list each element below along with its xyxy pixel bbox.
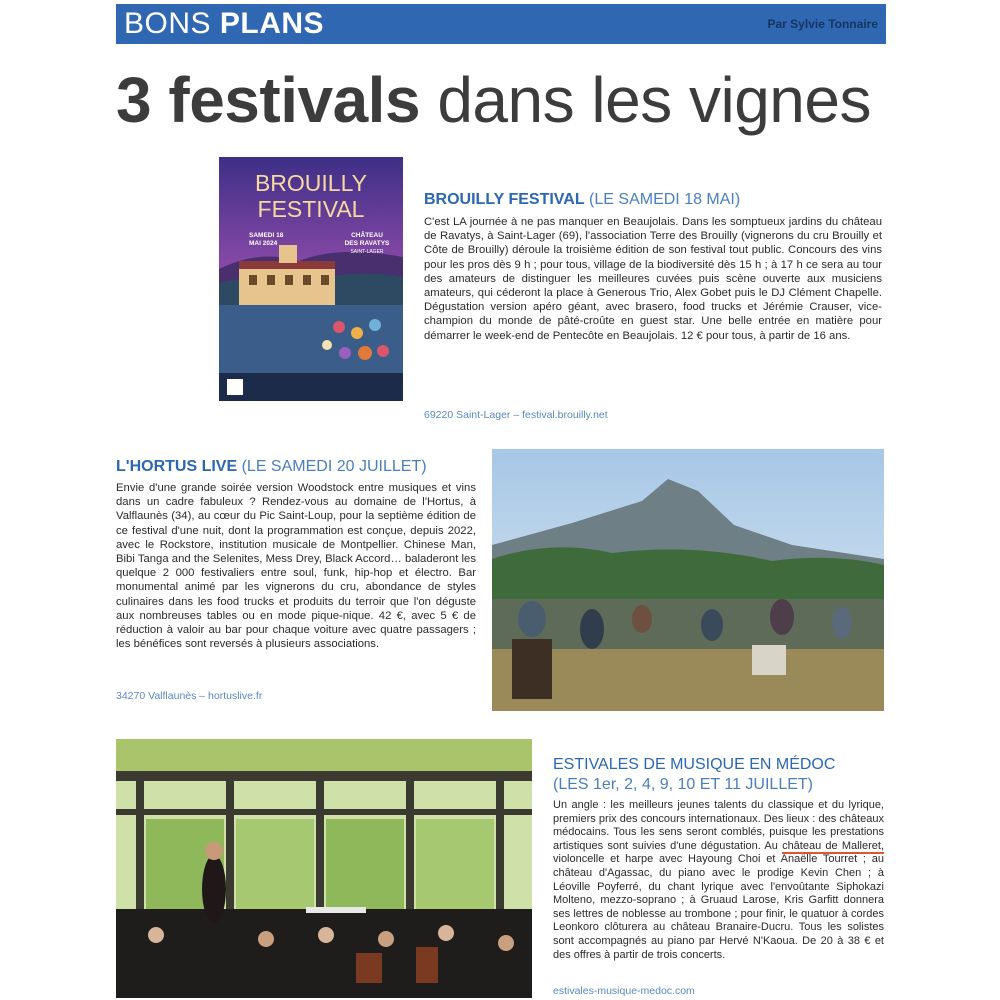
poster-place-line1: CHÂTEAU [351, 232, 383, 239]
headline-bold: 3 festivals [116, 64, 421, 136]
medoc-article-body [553, 799, 884, 962]
section-title-bold: PLANS [219, 7, 325, 40]
medoc-photo-illustration [116, 739, 532, 998]
medoc-body-part2: violoncelle et harpe avec Hayoung Choi et Anaëlle Tourret ; au château d'Agassac, du piano avec le prodige Kevin Chen ; à Léoville Poyferré, du chant lyrique avec l'envoûtante Siphokazi Molteno, mezzo-soprano ; à Gruaud Larose, Kris Garfitt donnera ses lettres de noblesse au trombone ; pour finir, le quatuor à cordes Leonkoro clôturera au château Branaire-Ducru. Tous les solistes sont accompagnés au piano par Hervé N'Kaoua. De 20 à 38 € et des offres à partir de trois concerts. [553, 853, 884, 961]
medoc-title-dates: (LES 1er, 2, 4, 9, 10 ET 11 JUILLET) [553, 776, 813, 793]
section-title [124, 6, 324, 42]
brouilly-festival-poster [219, 157, 403, 409]
poster-date-line1: SAMEDI 18 [249, 232, 284, 239]
poster-place-line3: SAINT-LAGER [350, 249, 384, 255]
hortus-festival-photo [492, 449, 884, 711]
poster-title-line2: FESTIVAL [257, 196, 365, 222]
poster-title-line1: BROUILLY [254, 170, 368, 196]
hortus-photo-illustration [492, 449, 884, 711]
medoc-concert-photo [116, 739, 532, 998]
author-byline: Par Sylvie Tonnaire [767, 17, 878, 31]
brouilly-title-date: (LE SAMEDI 18 MAI) [584, 191, 741, 208]
poster-illustration [219, 157, 403, 409]
poster-place-line2: DES RAVATYS [344, 240, 390, 247]
brouilly-location-link[interactable]: 69220 Saint-Lager – festival.brouilly.net [424, 409, 608, 421]
medoc-body-part1: Un angle : les meilleurs jeunes talents du classique et du lyrique, premiers prix des concours internationaux. Des lieux : des châteaux médocains. Tous les sens seront comblés, puisque les prestations artistiques sont suivies d'une dégustation. Au [553, 799, 884, 852]
hortus-title-date: (LE SAMEDI 20 JUILLET) [237, 458, 427, 475]
brouilly-article-body: C'est LA journée à ne pas manquer en Beaujolais. Dans les somptueux jardins du château de Ravatys, à Saint-Lager (69), l'association Terre des Brouilly (vignerons du cru Brouilly et Côte de Brouilly) déroule la troisième édition de son festival tout public. Concours des vins pour les pros dès 9 h ; pour tous, village de la biodiversité dès 15 h ; à 17 h ce sera au tour des amateurs de distinguer les meilleures cuvées puis scène ouverte aux musiciens amateurs, qui céderont la place à Generous Trio, Alex Gobet puis le DJ Clément Chapelle. Dégustation version apéro géant, avec brasero, food trucks et Jérémie Crauser, vice-champion du monde de pâté-croûte en guest star. Une belle entrée en matière pour démarrer le week-end de Pentecôte en Beaujolais. 12 € pour tous, à partir de 16 ans. [424, 216, 882, 342]
medoc-location-link[interactable]: estivales-musique-medoc.com [553, 985, 695, 997]
medoc-article-dates [553, 775, 813, 795]
headline-light: dans les vignes [420, 64, 871, 136]
brouilly-title-bold: BROUILLY FESTIVAL [424, 191, 585, 208]
hortus-article-title [116, 457, 427, 477]
brouilly-article-title [424, 190, 740, 210]
poster-date-line2: MAI 2024 [249, 240, 278, 247]
page-headline [116, 62, 871, 138]
hortus-title-bold: L'HORTUS LIVE [116, 458, 238, 475]
hortus-article-body: Envie d'une grande soirée version Woodstock entre musiques et vins dans un cadre fabuleux ? Rendez-vous au domaine de l'Hortus, à Valflaunès (34), au cœur du Pic Saint-Loup, pour la septième édition de ce festival d'une nuit, dont la programmation est conçue, depuis 2022, avec le Rockstore, institution musicale de Montpellier. Chinese Man, Bibi Tanga and the Selenites, Mess Drey, Black Accord… baladeront les quelque 2 000 festivaliers entre soul, funk, hip-hop et électro. Bar monumental animé par les vignerons du cru, abondance de styles culinaires dans les food trucks et produits du terroir que l'on déguste aux nombreuses tables ou en mode pique-nique. 42 €, avec 5 € de réduction à valoir au bar pour chaque voiture avec quatre passagers ; les bénéfices sont reversés à plusieurs associations. [116, 482, 476, 651]
medoc-body-highlight: château de Malleret, [782, 839, 885, 852]
section-title-light: BONS [124, 7, 220, 40]
hortus-location-link[interactable]: 34270 Valflaunès – hortuslive.fr [116, 690, 263, 702]
medoc-article-title: ESTIVALES DE MUSIQUE EN MÉDOC [553, 756, 836, 773]
